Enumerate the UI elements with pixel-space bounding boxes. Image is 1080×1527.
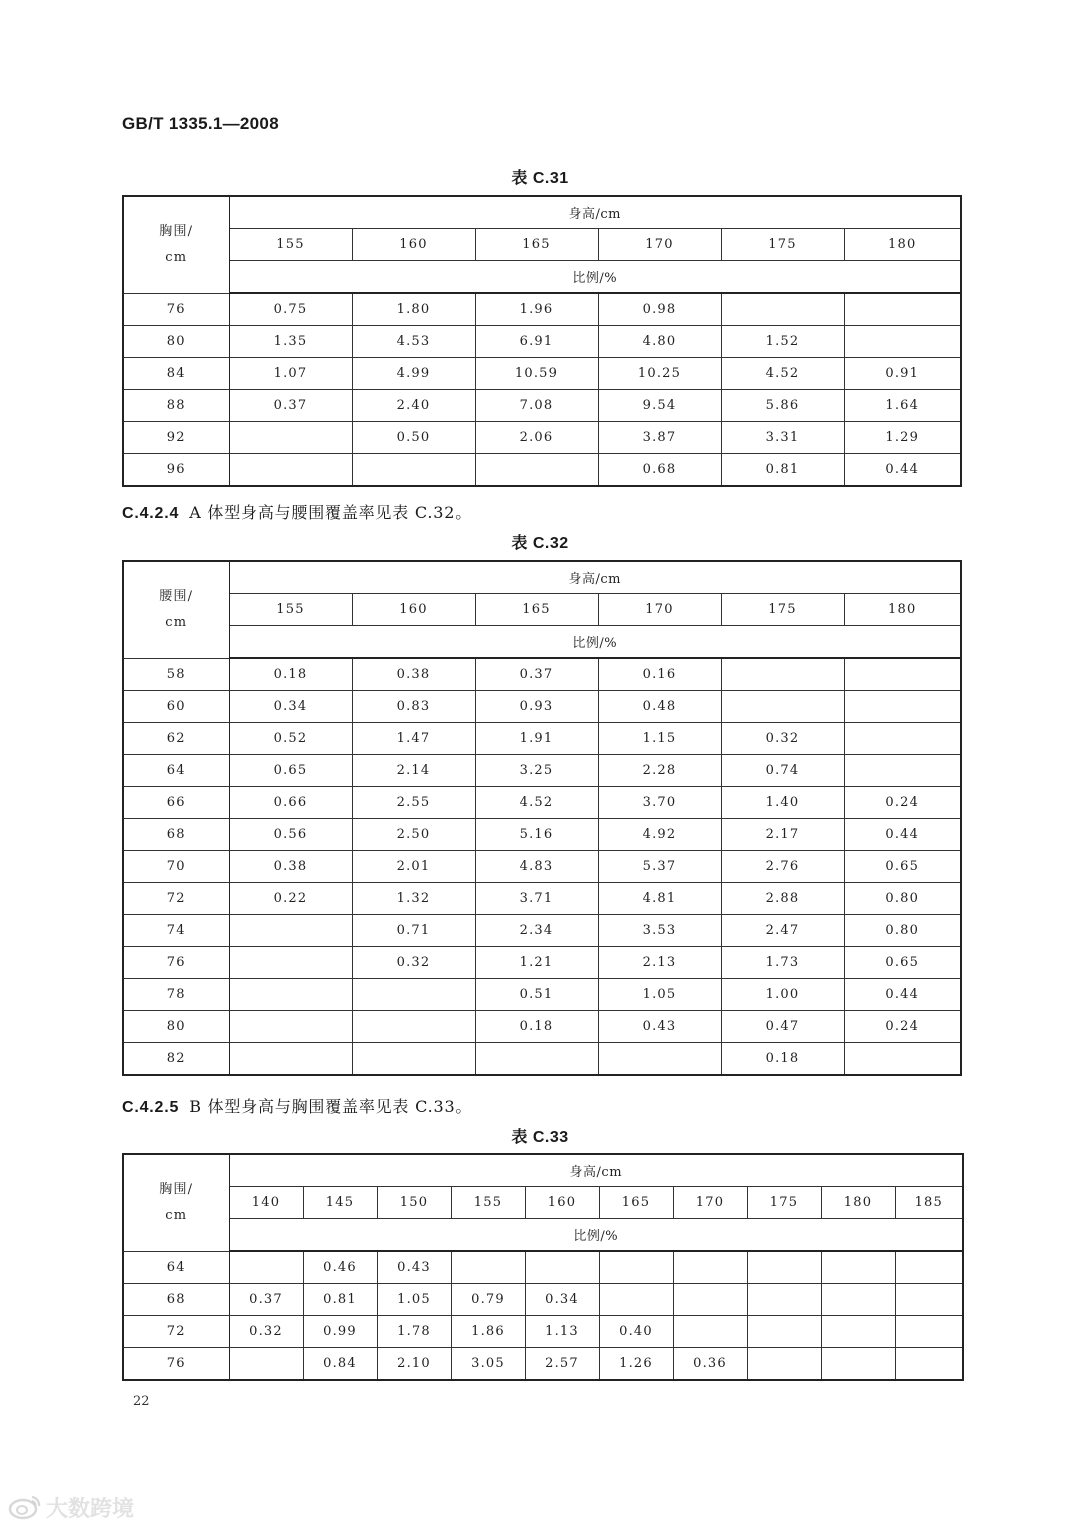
table-cell [229, 915, 352, 947]
table-cell [844, 1043, 961, 1076]
table-row [123, 915, 961, 947]
table-cell [229, 1011, 352, 1043]
table-cell: 1.80 [352, 293, 475, 326]
height-value: 180 [844, 229, 961, 261]
table-cell: 0.99 [303, 1316, 377, 1348]
table-cell: 1.64 [844, 390, 961, 422]
table-cell: 2.10 [377, 1348, 451, 1381]
row-key: 74 [123, 915, 229, 947]
table-c31-caption: 表 C.31 [511, 170, 569, 187]
height-header: 身高/cm [229, 561, 961, 594]
ratio-header: 比例/% [229, 626, 961, 659]
table-cell: 3.05 [451, 1348, 525, 1381]
table-row [123, 1284, 963, 1316]
table-cell: 0.68 [598, 454, 721, 487]
height-value: 185 [895, 1187, 963, 1219]
height-value: 160 [352, 594, 475, 626]
row-key: 72 [123, 1316, 229, 1348]
height-header: 身高/cm [229, 1154, 963, 1187]
table-cell: 3.87 [598, 422, 721, 454]
row-key: 82 [123, 1043, 229, 1076]
table-cell [895, 1316, 963, 1348]
table-cell [352, 1043, 475, 1076]
table-cell [598, 1043, 721, 1076]
row-key: 66 [123, 787, 229, 819]
table-cell [451, 1251, 525, 1284]
row-key: 70 [123, 851, 229, 883]
ratio-header: 比例/% [229, 261, 961, 294]
table-cell: 1.96 [475, 293, 598, 326]
table-cell: 9.54 [598, 390, 721, 422]
height-value: 150 [377, 1187, 451, 1219]
table-cell: 0.75 [229, 293, 352, 326]
table-cell: 0.98 [598, 293, 721, 326]
table-cell: 2.01 [352, 851, 475, 883]
table-cell: 4.80 [598, 326, 721, 358]
table-cell [895, 1284, 963, 1316]
table-cell: 0.24 [844, 1011, 961, 1043]
height-value: 175 [721, 594, 844, 626]
table-c33-caption: 表 C.33 [511, 1129, 569, 1146]
table-cell [673, 1251, 747, 1284]
table-cell [747, 1316, 821, 1348]
row-key: 80 [123, 1011, 229, 1043]
table-cell: 0.47 [721, 1011, 844, 1043]
row-key: 68 [123, 1284, 229, 1316]
height-value: 140 [229, 1187, 303, 1219]
table-row [123, 390, 961, 422]
height-value: 160 [525, 1187, 599, 1219]
table-cell: 0.43 [377, 1251, 451, 1284]
table-cell [673, 1284, 747, 1316]
table-cell: 2.57 [525, 1348, 599, 1381]
table-cell: 1.05 [377, 1284, 451, 1316]
table-cell: 0.32 [721, 723, 844, 755]
table-cell: 1.15 [598, 723, 721, 755]
table-cell: 1.21 [475, 947, 598, 979]
table-row [123, 326, 961, 358]
table-row [123, 658, 961, 691]
table-cell: 2.17 [721, 819, 844, 851]
table-cell: 3.31 [721, 422, 844, 454]
table-cell: 1.00 [721, 979, 844, 1011]
table-cell: 0.81 [721, 454, 844, 487]
row-key: 92 [123, 422, 229, 454]
table-cell: 0.37 [475, 658, 598, 691]
height-value: 155 [229, 229, 352, 261]
table-cell: 1.05 [598, 979, 721, 1011]
weibo-logo-icon [8, 1494, 42, 1520]
table-cell [525, 1251, 599, 1284]
watermark-text: 大数跨境 [46, 1496, 135, 1522]
table-cell: 3.25 [475, 755, 598, 787]
table-row [123, 947, 961, 979]
table-cell: 3.71 [475, 883, 598, 915]
table-cell: 0.44 [844, 979, 961, 1011]
table-cell: 0.46 [303, 1251, 377, 1284]
height-value: 175 [747, 1187, 821, 1219]
table-cell: 5.86 [721, 390, 844, 422]
table-cell [844, 755, 961, 787]
table-cell: 0.74 [721, 755, 844, 787]
table-cell: 5.37 [598, 851, 721, 883]
table-row [123, 819, 961, 851]
table-cell: 0.56 [229, 819, 352, 851]
row-key: 84 [123, 358, 229, 390]
table-row [123, 787, 961, 819]
table-cell: 0.18 [721, 1043, 844, 1076]
table-row [123, 851, 961, 883]
table-cell [352, 454, 475, 487]
table-cell: 0.22 [229, 883, 352, 915]
table-cell: 4.81 [598, 883, 721, 915]
table-cell: 0.38 [352, 658, 475, 691]
table-cell [821, 1348, 895, 1381]
table-cell: 0.44 [844, 819, 961, 851]
table-cell: 3.70 [598, 787, 721, 819]
height-value: 170 [598, 594, 721, 626]
table-cell: 0.84 [303, 1348, 377, 1381]
table-cell: 0.71 [352, 915, 475, 947]
row-key: 58 [123, 658, 229, 691]
table-cell: 0.16 [598, 658, 721, 691]
table-cell: 0.83 [352, 691, 475, 723]
table-row [123, 293, 961, 326]
table-cell [844, 691, 961, 723]
table-cell: 6.91 [475, 326, 598, 358]
table-cell: 3.53 [598, 915, 721, 947]
row-key: 78 [123, 979, 229, 1011]
table-cell: 0.66 [229, 787, 352, 819]
table-cell: 2.50 [352, 819, 475, 851]
table-cell: 0.38 [229, 851, 352, 883]
table-cell [229, 1348, 303, 1381]
table-cell [821, 1251, 895, 1284]
table-cell: 1.78 [377, 1316, 451, 1348]
table-row [123, 1011, 961, 1043]
table-cell: 0.34 [525, 1284, 599, 1316]
row-key: 68 [123, 819, 229, 851]
height-value: 155 [229, 594, 352, 626]
table-cell: 1.86 [451, 1316, 525, 1348]
table-row [123, 1316, 963, 1348]
table-cell: 0.32 [352, 947, 475, 979]
table-cell: 0.37 [229, 1284, 303, 1316]
table-cell [721, 293, 844, 326]
table-cell [352, 1011, 475, 1043]
table-cell [475, 1043, 598, 1076]
table-cell: 0.80 [844, 915, 961, 947]
table-cell: 0.65 [844, 947, 961, 979]
table-cell: 10.25 [598, 358, 721, 390]
table-cell: 1.07 [229, 358, 352, 390]
height-value: 170 [673, 1187, 747, 1219]
clause-c424 [122, 500, 472, 523]
table-row [123, 1043, 961, 1076]
table-row [123, 1251, 963, 1284]
table-cell [229, 1251, 303, 1284]
standard-code: GB/T 1335.1—2008 [122, 114, 279, 133]
table-cell [821, 1316, 895, 1348]
table-cell [229, 979, 352, 1011]
table-cell: 0.37 [229, 390, 352, 422]
row-key: 96 [123, 454, 229, 487]
table-cell: 1.91 [475, 723, 598, 755]
row-key: 76 [123, 947, 229, 979]
page-number: 22 [133, 1394, 150, 1409]
table-cell [844, 293, 961, 326]
table-cell: 4.52 [475, 787, 598, 819]
table-cell [844, 658, 961, 691]
table-cell: 5.16 [475, 819, 598, 851]
height-value: 155 [451, 1187, 525, 1219]
table-cell [599, 1284, 673, 1316]
table-cell: 4.53 [352, 326, 475, 358]
table-cell: 2.55 [352, 787, 475, 819]
row-key: 72 [123, 883, 229, 915]
table-cell: 2.13 [598, 947, 721, 979]
clause-number: C.4.2.5 [122, 1099, 180, 1116]
table-cell [747, 1348, 821, 1381]
table-cell [895, 1251, 963, 1284]
row-key: 64 [123, 1251, 229, 1284]
table-cell: 0.40 [599, 1316, 673, 1348]
row-key: 88 [123, 390, 229, 422]
table-cell: 0.65 [844, 851, 961, 883]
table-cell: 0.50 [352, 422, 475, 454]
height-value: 180 [821, 1187, 895, 1219]
table-c32-caption: 表 C.32 [511, 535, 569, 552]
table-row [123, 454, 961, 487]
table-cell: 1.47 [352, 723, 475, 755]
table-cell: 7.08 [475, 390, 598, 422]
table-cell: 2.28 [598, 755, 721, 787]
table-cell: 2.14 [352, 755, 475, 787]
height-value: 165 [475, 229, 598, 261]
table-cell: 0.34 [229, 691, 352, 723]
clause-number: C.4.2.4 [122, 505, 180, 522]
table-cell: 2.47 [721, 915, 844, 947]
height-header: 身高/cm [229, 196, 961, 229]
table-cell [599, 1251, 673, 1284]
row-header-label: 胸围/ cm [123, 1154, 229, 1251]
table-cell: 4.92 [598, 819, 721, 851]
table-cell: 1.35 [229, 326, 352, 358]
table-cell: 0.80 [844, 883, 961, 915]
height-value: 160 [352, 229, 475, 261]
table-cell: 4.83 [475, 851, 598, 883]
height-value: 180 [844, 594, 961, 626]
table-c33 [122, 1153, 964, 1381]
table-c32 [122, 560, 962, 1076]
table-cell: 1.32 [352, 883, 475, 915]
table-c31 [122, 195, 962, 487]
table-cell [229, 947, 352, 979]
row-key: 64 [123, 755, 229, 787]
table-cell: 2.40 [352, 390, 475, 422]
table-cell: 0.93 [475, 691, 598, 723]
table-cell: 0.52 [229, 723, 352, 755]
table-cell: 0.51 [475, 979, 598, 1011]
table-cell: 0.79 [451, 1284, 525, 1316]
table-cell: 2.76 [721, 851, 844, 883]
table-cell [352, 979, 475, 1011]
table-cell [721, 658, 844, 691]
table-cell [747, 1251, 821, 1284]
table-cell: 0.91 [844, 358, 961, 390]
table-cell: 0.44 [844, 454, 961, 487]
table-cell [747, 1284, 821, 1316]
table-cell: 1.73 [721, 947, 844, 979]
table-cell: 0.18 [229, 658, 352, 691]
table-cell [821, 1284, 895, 1316]
height-value: 170 [598, 229, 721, 261]
table-cell: 10.59 [475, 358, 598, 390]
table-row [123, 1348, 963, 1381]
table-cell [844, 326, 961, 358]
table-cell: 1.26 [599, 1348, 673, 1381]
clause-text: B 体型身高与胸围覆盖率见表 C.33。 [189, 1097, 473, 1116]
height-value: 165 [599, 1187, 673, 1219]
table-row [123, 883, 961, 915]
table-cell: 0.65 [229, 755, 352, 787]
table-cell [229, 1043, 352, 1076]
table-cell: 0.43 [598, 1011, 721, 1043]
table-cell: 0.32 [229, 1316, 303, 1348]
table-cell: 0.81 [303, 1284, 377, 1316]
watermark [8, 1492, 134, 1522]
table-cell: 2.88 [721, 883, 844, 915]
height-values-row [123, 594, 961, 626]
table-cell [229, 422, 352, 454]
table-cell [673, 1316, 747, 1348]
table-cell: 0.24 [844, 787, 961, 819]
table-cell [844, 723, 961, 755]
clause-c425 [122, 1094, 472, 1117]
table-cell: 0.36 [673, 1348, 747, 1381]
table-cell: 0.48 [598, 691, 721, 723]
row-header-label: 腰围/ cm [123, 561, 229, 658]
height-value: 145 [303, 1187, 377, 1219]
table-row [123, 358, 961, 390]
table-row [123, 755, 961, 787]
ratio-header: 比例/% [229, 1219, 963, 1252]
table-cell [229, 454, 352, 487]
row-key: 80 [123, 326, 229, 358]
table-cell: 4.52 [721, 358, 844, 390]
table-cell [721, 691, 844, 723]
table-row [123, 979, 961, 1011]
row-key: 76 [123, 1348, 229, 1381]
table-cell: 4.99 [352, 358, 475, 390]
height-values-row [123, 1187, 963, 1219]
height-value: 175 [721, 229, 844, 261]
row-header-label: 胸围/ cm [123, 196, 229, 293]
table-row [123, 723, 961, 755]
table-cell: 0.18 [475, 1011, 598, 1043]
table-cell: 2.34 [475, 915, 598, 947]
table-cell: 2.06 [475, 422, 598, 454]
table-cell: 1.29 [844, 422, 961, 454]
row-key: 62 [123, 723, 229, 755]
table-row [123, 691, 961, 723]
table-cell: 1.52 [721, 326, 844, 358]
clause-text: A 体型身高与腰围覆盖率见表 C.32。 [189, 503, 473, 522]
height-values-row [123, 229, 961, 261]
table-cell: 1.40 [721, 787, 844, 819]
row-key: 76 [123, 293, 229, 326]
table-cell [895, 1348, 963, 1381]
table-cell [475, 454, 598, 487]
height-value: 165 [475, 594, 598, 626]
table-row [123, 422, 961, 454]
table-cell: 1.13 [525, 1316, 599, 1348]
row-key: 60 [123, 691, 229, 723]
